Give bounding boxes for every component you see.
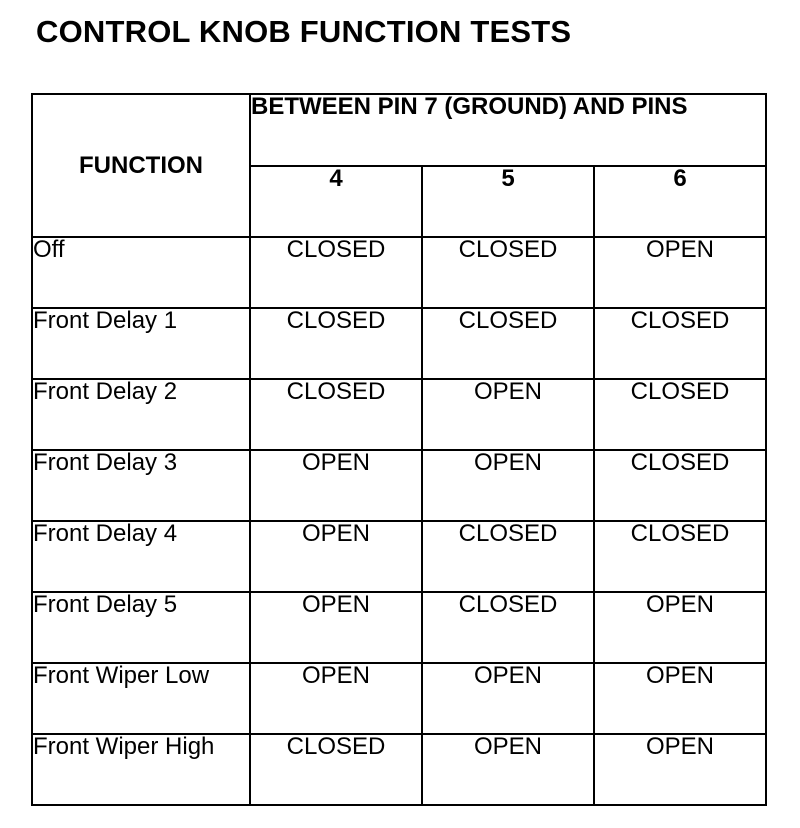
table-row <box>32 379 766 450</box>
pin-6-state: OPEN <box>594 734 766 805</box>
pin-4-state: CLOSED <box>250 734 422 805</box>
pin-5-state: CLOSED <box>422 237 594 308</box>
function-cell: Off <box>32 237 250 308</box>
pin-4-state: CLOSED <box>250 379 422 450</box>
function-cell: Front Delay 2 <box>32 379 250 450</box>
pin-group-header: BETWEEN PIN 7 (GROUND) AND PINS <box>250 94 766 166</box>
pin-6-state: CLOSED <box>594 450 766 521</box>
pin-6-state: OPEN <box>594 663 766 734</box>
pin-6-state: CLOSED <box>594 379 766 450</box>
pin-5-state: CLOSED <box>422 521 594 592</box>
pin-header-4: 4 <box>250 166 422 237</box>
pin-5-state: OPEN <box>422 663 594 734</box>
pin-4-state: OPEN <box>250 450 422 521</box>
page-title: CONTROL KNOB FUNCTION TESTS <box>36 14 572 49</box>
table-row <box>32 663 766 734</box>
table-header <box>32 94 766 237</box>
function-cell: Front Delay 5 <box>32 592 250 663</box>
pin-5-state: OPEN <box>422 450 594 521</box>
function-cell: Front Delay 3 <box>32 450 250 521</box>
pin-4-state: OPEN <box>250 663 422 734</box>
pin-6-state: OPEN <box>594 237 766 308</box>
table-row <box>32 521 766 592</box>
function-cell: Front Delay 4 <box>32 521 250 592</box>
pin-5-state: CLOSED <box>422 592 594 663</box>
function-cell: Front Wiper Low <box>32 663 250 734</box>
pin-5-state: CLOSED <box>422 308 594 379</box>
function-cell: Front Wiper High <box>32 734 250 805</box>
table-row <box>32 734 766 805</box>
table-body <box>32 237 766 805</box>
pin-4-state: OPEN <box>250 592 422 663</box>
table-row <box>32 308 766 379</box>
pin-4-state: CLOSED <box>250 237 422 308</box>
pin-6-state: OPEN <box>594 592 766 663</box>
pin-5-state: OPEN <box>422 379 594 450</box>
function-cell: Front Delay 1 <box>32 308 250 379</box>
pin-header-6: 6 <box>594 166 766 237</box>
table-row <box>32 450 766 521</box>
pin-header-5: 5 <box>422 166 594 237</box>
function-column-header: FUNCTION <box>32 94 250 237</box>
pin-6-state: CLOSED <box>594 521 766 592</box>
pin-6-state: CLOSED <box>594 308 766 379</box>
pin-4-state: OPEN <box>250 521 422 592</box>
table-row <box>32 592 766 663</box>
function-test-table <box>31 93 767 806</box>
pin-5-state: OPEN <box>422 734 594 805</box>
table-row <box>32 237 766 308</box>
pin-4-state: CLOSED <box>250 308 422 379</box>
